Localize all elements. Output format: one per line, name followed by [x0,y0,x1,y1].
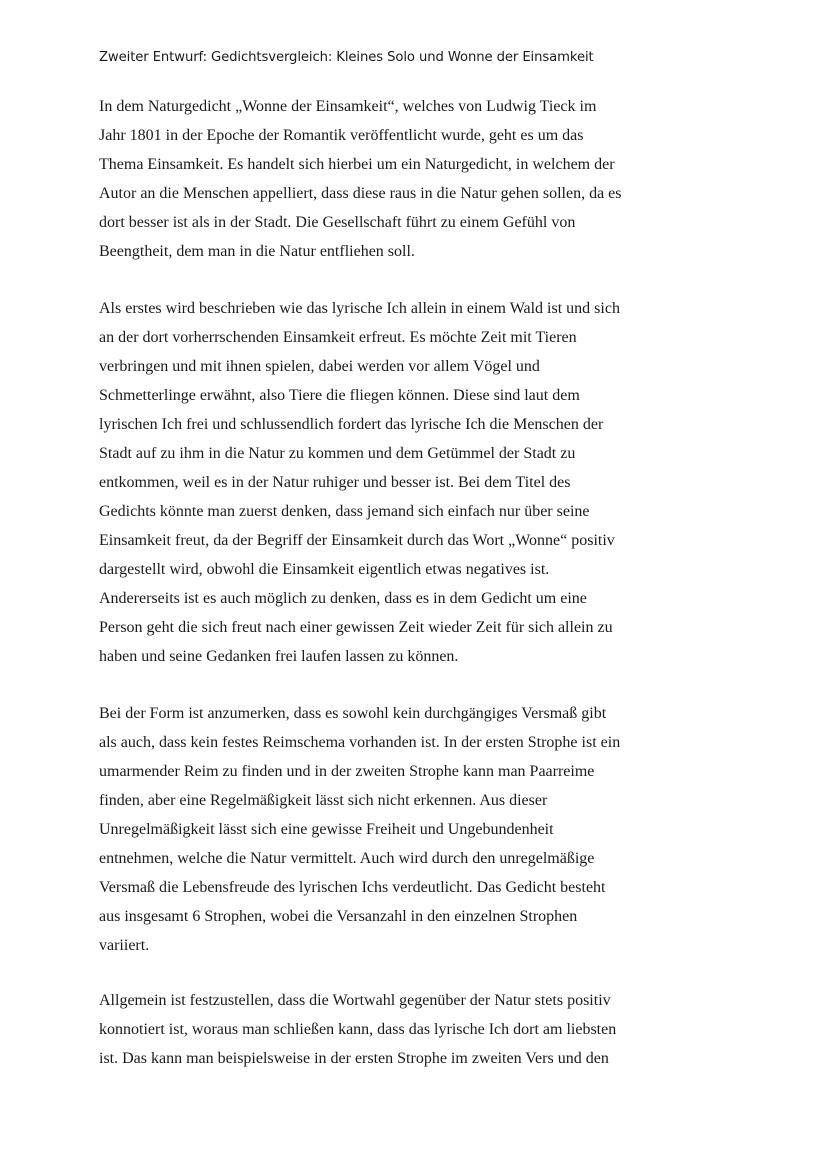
text-line: aus insgesamt 6 Strophen, wobei die Versanzahl in den einzelnen Strophen [99,908,578,925]
text-line: variiert. [99,937,150,954]
text-line: konnotiert ist, woraus man schließen kann, dass das lyrische Ich dort am liebsten [99,1021,617,1038]
text-line: an der dort vorherrschenden Einsamkeit erfreut. Es möchte Zeit mit Tieren [99,329,577,346]
text-line: dargestellt wird, obwohl die Einsamkeit eigentlich etwas negatives ist. [99,561,550,578]
text-line: Andererseits ist es auch möglich zu denken, dass es in dem Gedicht um eine [99,590,587,607]
text-line: Unregelmäßigkeit lässt sich eine gewisse Freiheit und Ungebundenheit [99,821,554,838]
paragraph-introduction [99,92,699,266]
paragraph-content [99,294,699,671]
text-line: Als erstes wird beschrieben wie das lyrische Ich allein in einem Wald ist und sich [99,300,620,317]
page-header: Zweiter Entwurf: Gedichtsvergleich: Kleines Solo und Wonne der Einsamkeit [99,50,594,65]
text-line: Thema Einsamkeit. Es handelt sich hierbei um ein Naturgedicht, in welchem der [99,156,615,173]
text-line: Schmetterlinge erwähnt, also Tiere die fliegen können. Diese sind laut dem [99,387,580,404]
text-line: als auch, dass kein festes Reimschema vorhanden ist. In der ersten Strophe ist ein [99,734,621,751]
paragraph-language [99,986,699,1073]
text-line: dort besser ist als in der Stadt. Die Gesellschaft führt zu einem Gefühl von [99,214,576,231]
text-line: Jahr 1801 in der Epoche der Romantik veröffentlicht wurde, geht es um das [99,127,584,144]
text-line: entkommen, weil es in der Natur ruhiger und besser ist. Bei dem Titel des [99,474,571,491]
text-line: verbringen und mit ihnen spielen, dabei werden vor allem Vögel und [99,358,540,375]
text-line: umarmender Reim zu finden und in der zweiten Strophe kann man Paarreime [99,763,595,780]
text-line: lyrischen Ich frei und schlussendlich fordert das lyrische Ich die Menschen der [99,416,604,433]
text-line: Beengtheit, dem man in die Natur entfliehen soll. [99,243,415,260]
text-line: Bei der Form ist anzumerken, dass es sowohl kein durchgängiges Versmaß gibt [99,705,607,722]
text-line: entnehmen, welche die Natur vermittelt. Auch wird durch den unregelmäßige [99,850,595,867]
text-line: haben und seine Gedanken frei laufen lassen zu können. [99,648,459,665]
text-line: In dem Naturgedicht „Wonne der Einsamkeit“, welches von Ludwig Tieck im [99,98,597,115]
text-line: Versmaß die Lebensfreude des lyrischen Ichs verdeutlicht. Das Gedicht besteht [99,879,606,896]
text-line: Einsamkeit freut, da der Begriff der Einsamkeit durch das Wort „Wonne“ positiv [99,532,615,549]
text-line: Autor an die Menschen appelliert, dass diese raus in die Natur gehen sollen, da es [99,185,622,202]
text-line: Person geht die sich freut nach einer gewissen Zeit wieder Zeit für sich allein zu [99,619,613,636]
paragraph-form [99,699,699,960]
text-line: Gedichts könnte man zuerst denken, dass jemand sich einfach nur über seine [99,503,590,520]
text-line: ist. Das kann man beispielsweise in der ersten Strophe im zweiten Vers und den [99,1050,609,1067]
text-line: Stadt auf zu ihm in die Natur zu kommen und dem Getümmel der Stadt zu [99,445,576,462]
text-line: Allgemein ist festzustellen, dass die Wortwahl gegenüber der Natur stets positiv [99,992,611,1009]
text-line: finden, aber eine Regelmäßigkeit lässt sich nicht erkennen. Aus dieser [99,792,548,809]
